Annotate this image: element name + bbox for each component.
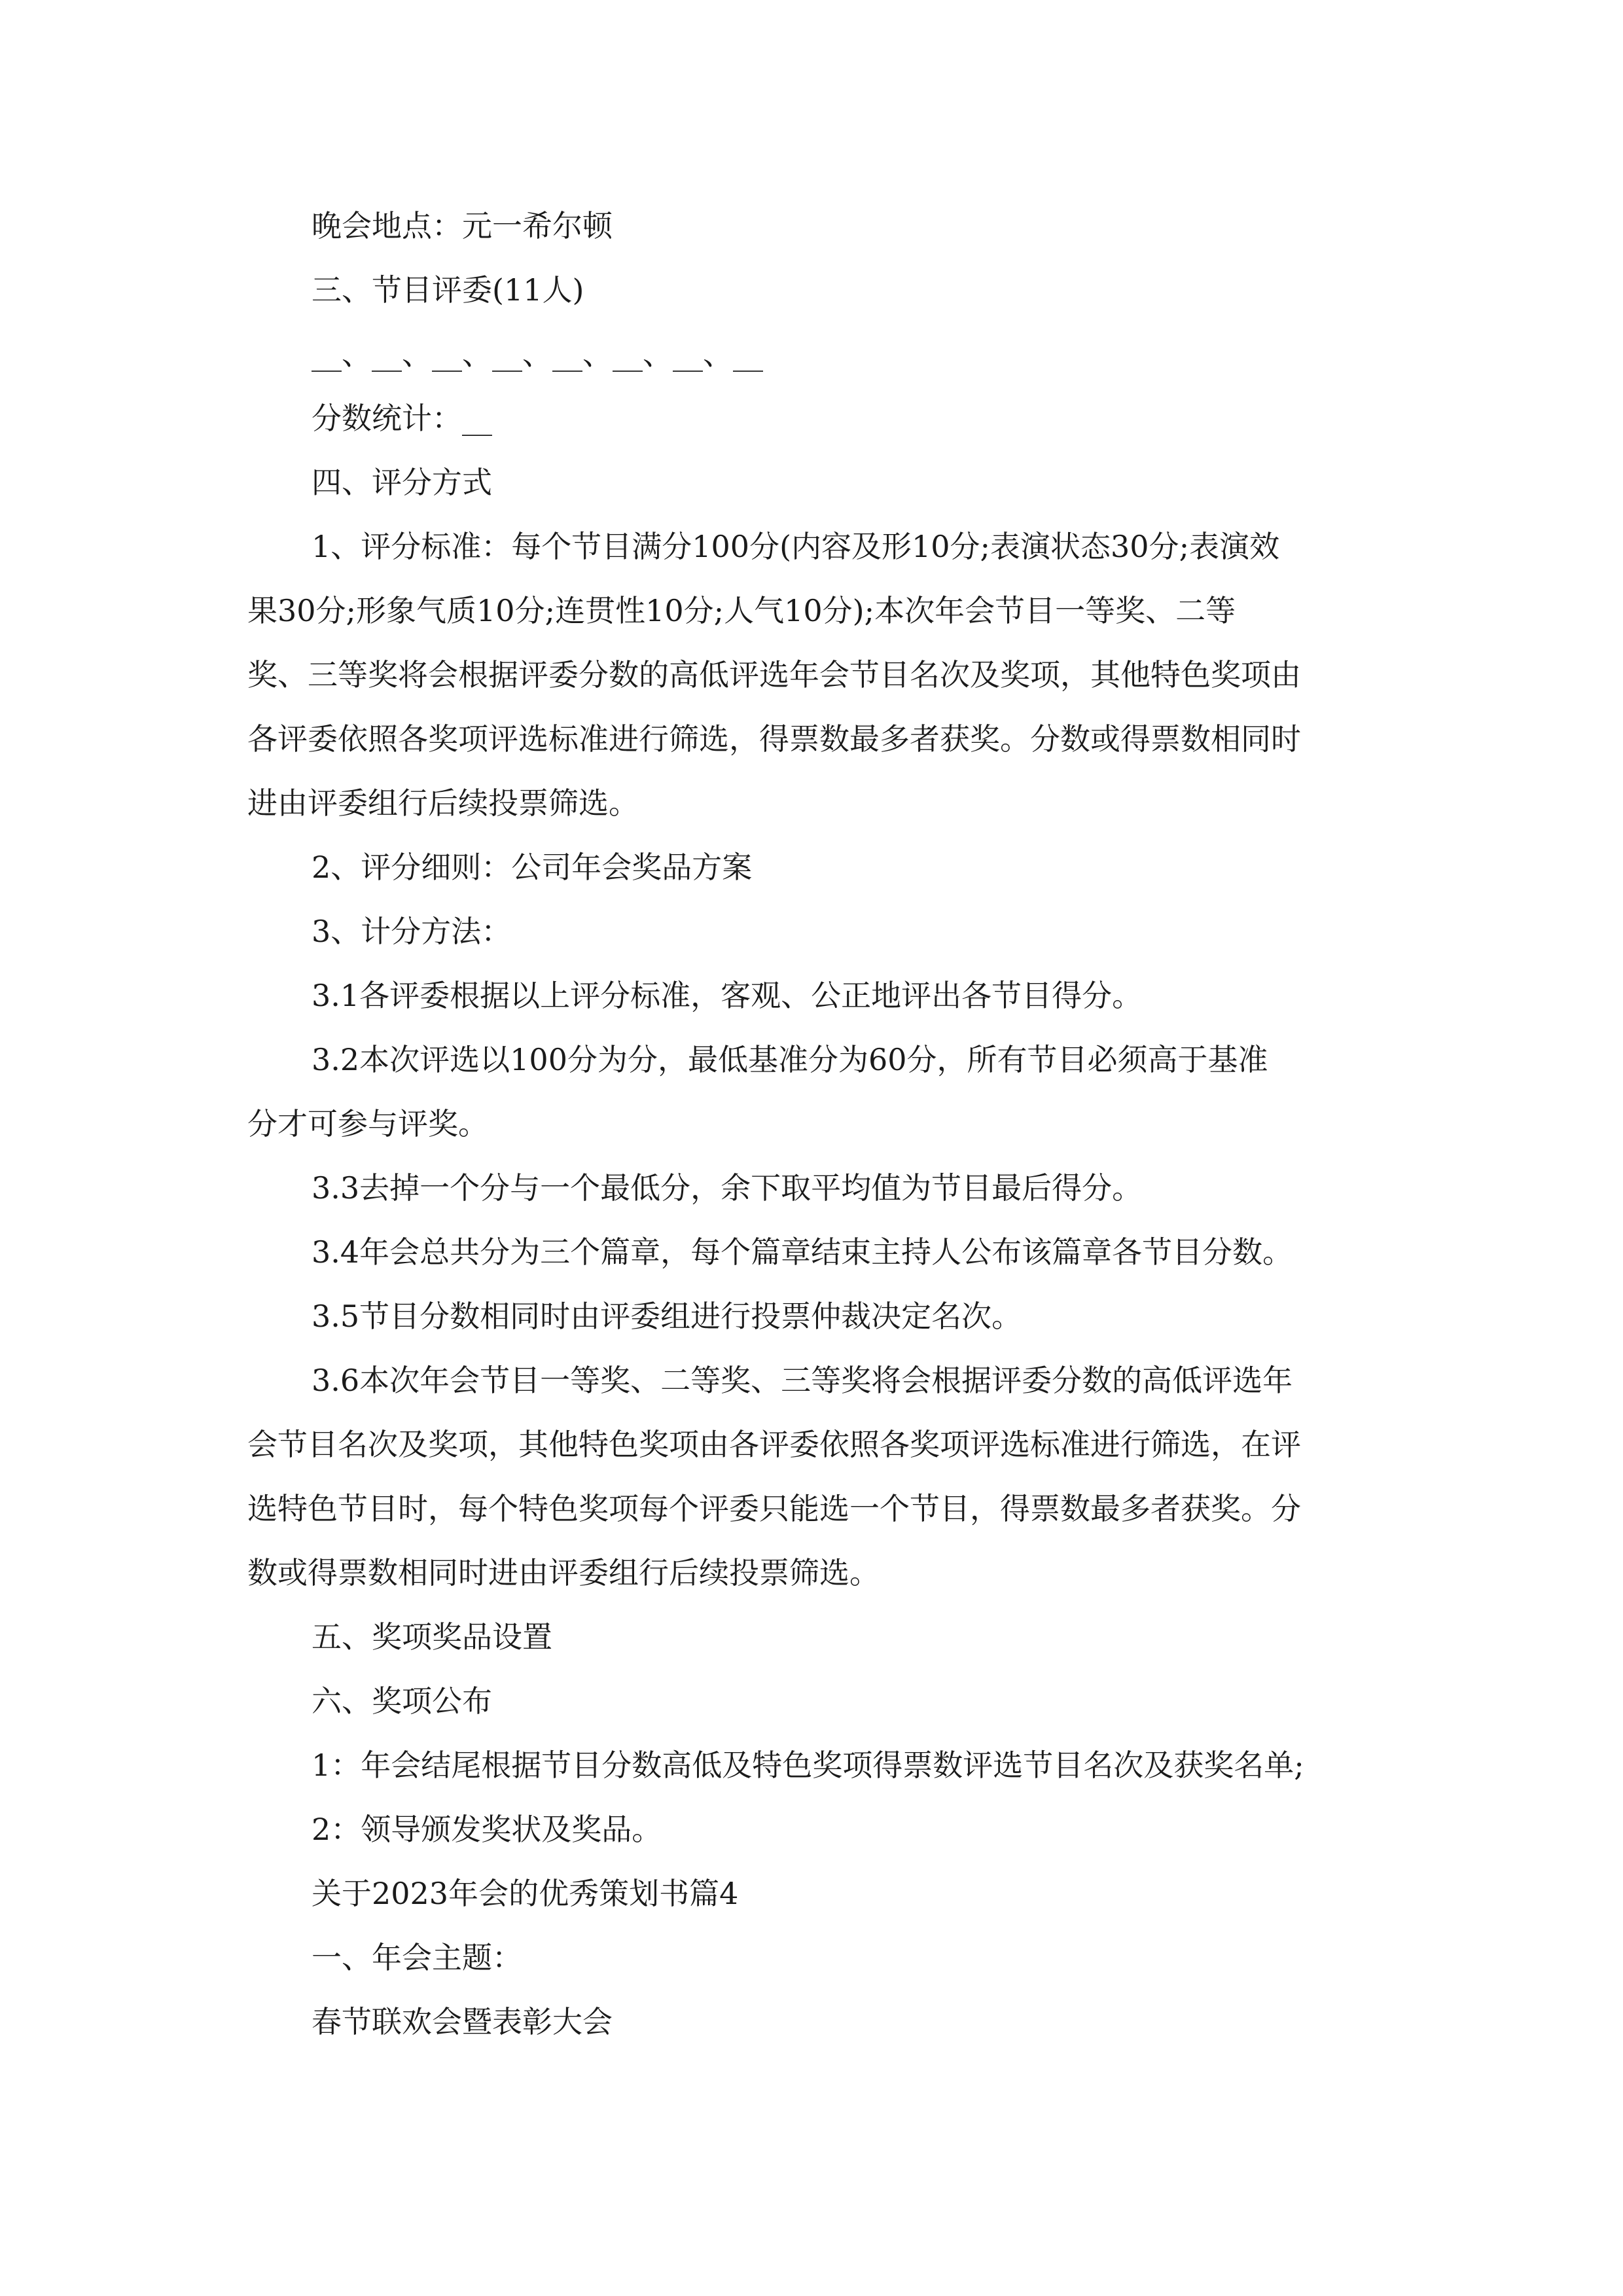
- article-title: 关于2023年会的优秀策划书篇4: [312, 1876, 739, 1911]
- judges-blanks: __、__、__、__、__、__、__、__: [312, 336, 763, 372]
- section-scoring-heading: 四、评分方式: [312, 465, 492, 500]
- paragraph-line: 3.6本次年会节目一等奖、二等奖、三等奖将会根据评委分数的高低评选年: [312, 1363, 1293, 1398]
- section-announce-heading: 六、奖项公布: [312, 1683, 492, 1719]
- theme-text: 春节联欢会暨表彰大会: [312, 2004, 613, 2039]
- paragraph-line: 3.3去掉一个分与一个最低分，余下取平均值为节目最后得分。: [312, 1170, 1143, 1206]
- paragraph-line: 选特色节目时，每个特色奖项每个评委只能选一个节目，得票数最多者获奖。分: [247, 1491, 1301, 1526]
- paragraph-line: 进由评委组行后续投票筛选。: [247, 785, 639, 821]
- paragraph-line: 3.1各评委根据以上评分标准，客观、公正地评出各节目得分。: [312, 978, 1143, 1013]
- paragraph-line: 3.4年会总共分为三个篇章，每个篇章结束主持人公布该篇章各节目分数。: [312, 1234, 1293, 1270]
- paragraph-line: 1、评分标准：每个节目满分100分(内容及形10分;表演状态30分;表演效: [312, 529, 1280, 564]
- section-judges-heading: 三、节目评委(11人): [312, 272, 584, 308]
- score-tally-line: 分数统计：__: [312, 401, 492, 436]
- paragraph-line: 3、计分方法：: [312, 914, 512, 949]
- paragraph-line: 2、评分细则：公司年会奖品方案: [312, 850, 753, 885]
- paragraph-line: 数或得票数相同时进由评委组行后续投票筛选。: [247, 1555, 880, 1590]
- paragraph-line: 3.2本次评选以100分为分，最低基准分为60分，所有节目必须高于基准: [312, 1042, 1268, 1077]
- paragraph-line: 各评委依照各奖项评选标准进行筛选，得票数最多者获奖。分数或得票数相同时: [247, 721, 1301, 757]
- paragraph-line: 会节目名次及奖项，其他特色奖项由各评委依照各奖项评选标准进行筛选，在评: [247, 1427, 1301, 1462]
- paragraph-line: 奖、三等奖将会根据评委分数的高低评选年会节目名次及奖项，其他特色奖项由: [247, 657, 1301, 692]
- venue-line: 晚会地点：元一希尔顿: [312, 208, 613, 243]
- paragraph-line: 3.5节目分数相同时由评委组进行投票仲裁决定名次。: [312, 1299, 1022, 1334]
- paragraph-line: 2：领导颁发奖状及奖品。: [312, 1812, 662, 1847]
- section-awards-heading: 五、奖项奖品设置: [312, 1619, 552, 1655]
- section-theme-heading: 一、年会主题：: [312, 1940, 522, 1975]
- paragraph-line: 1：年会结尾根据节目分数高低及特色奖项得票数评选节目名次及获奖名单;: [312, 1748, 1304, 1783]
- paragraph-line: 分才可参与评奖。: [247, 1106, 488, 1141]
- paragraph-line: 果30分;形象气质10分;连贯性10分;人气10分);本次年会节目一等奖、二等: [247, 593, 1236, 628]
